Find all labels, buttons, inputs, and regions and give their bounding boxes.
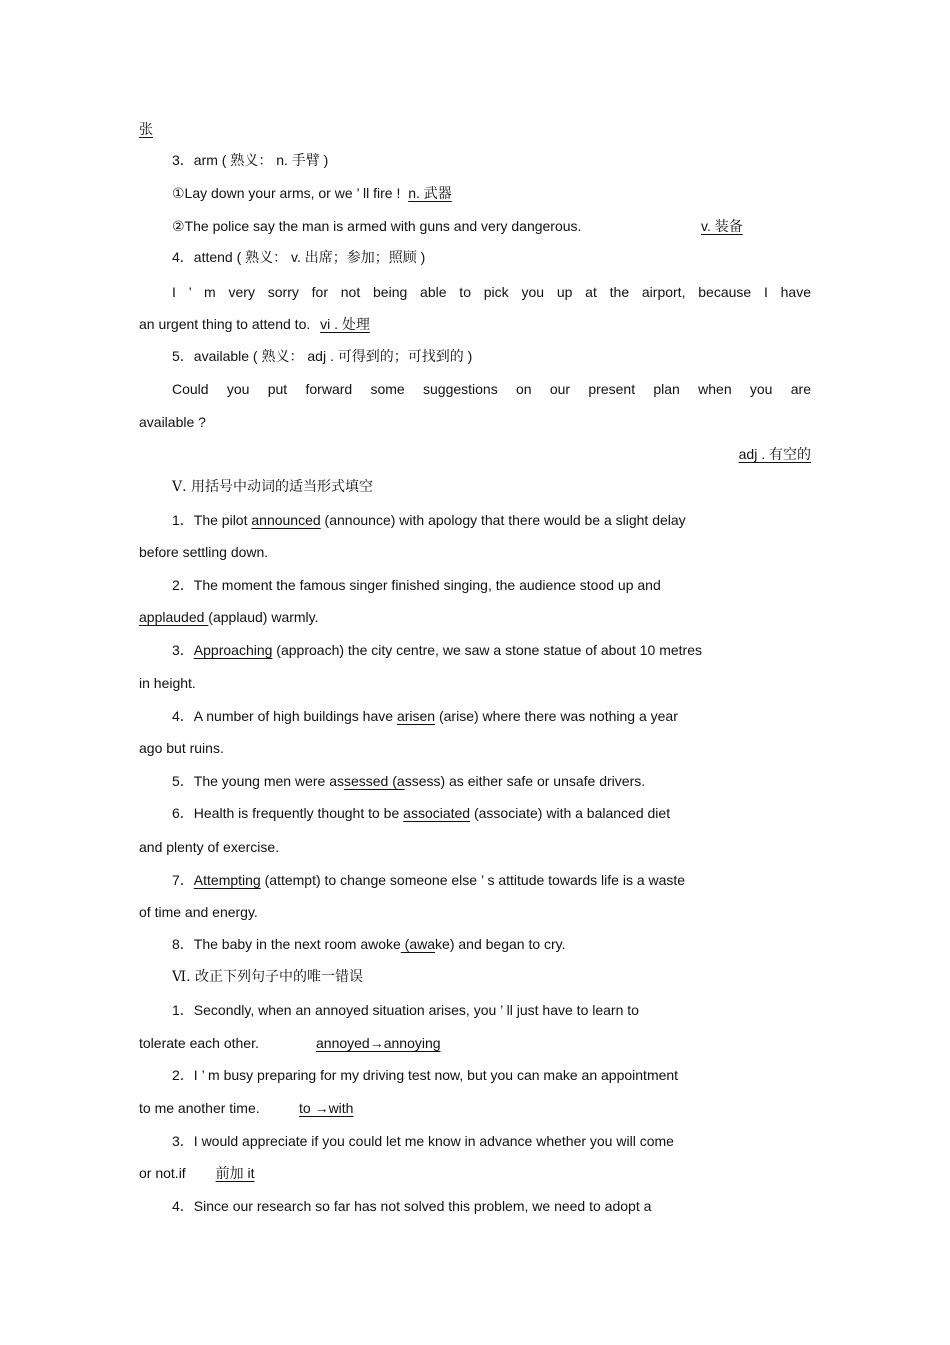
answer-text: applauded <box>139 609 209 625</box>
answer-text: announced <box>251 512 321 528</box>
text-line <box>139 120 811 138</box>
example-sentence: available ? <box>139 414 206 430</box>
answer-text: v. 装备 <box>701 218 743 234</box>
exercise-item: 8．The baby in the next room awoke (awake) and began to cry. <box>172 936 566 952</box>
answer-text: Approaching <box>193 642 273 658</box>
exercise-item: 2．The moment the famous singer finished singing, the audience stood up and <box>172 577 661 593</box>
example-sentence: ①Lay down your arms, or we ’ ll fire ! n. 武器 <box>172 185 452 201</box>
exercise-item: applauded (applaud) warmly. <box>139 609 319 625</box>
exercise-item: 3．Approaching (approach) the city centre, we saw a stone statue of about 10 metres <box>172 642 702 658</box>
answer-text: arisen <box>396 708 436 724</box>
example-sentence: Could you put forward some suggestions on our present plan when you are <box>172 381 811 397</box>
answer-text: adj . 有空的 <box>738 446 811 462</box>
example-sentence: I ’ m very sorry for not being able to pick you up at the airport, because I have <box>172 284 811 300</box>
exercise-item: 2．I ’ m busy preparing for my driving test now, but you can make an appointment <box>172 1067 679 1083</box>
answer-text: n. 武器 <box>408 185 452 201</box>
exercise-item: tolerate each other. annoyed→annoying <box>139 1035 441 1051</box>
exercise-item: before settling down. <box>139 544 269 560</box>
exercise-item: 5．The young men were assessed (assess) as either safe or unsafe drivers. <box>172 773 646 789</box>
exercise-item: 6．Health is frequently thought to be associated (associate) with a balanced diet <box>172 805 671 821</box>
answer-text: sessed (a <box>343 773 405 789</box>
exercise-item: to me another time. to →with <box>139 1100 354 1116</box>
exercise-item: ago but ruins. <box>139 740 224 756</box>
answer-text: vi . 处理 <box>320 316 370 332</box>
exercise-item: 4．Since our research so far has not solved this problem, we need to adopt a <box>172 1198 652 1214</box>
exercise-item: in height. <box>139 675 196 691</box>
example-sentence: ②The police say the man is armed with guns and very dangerous. v. 装备 <box>172 218 743 234</box>
exercise-item: 1．The pilot announced (announce) with apology that there would be a slight delay <box>172 512 686 528</box>
exercise-item: and plenty of exercise. <box>139 839 280 855</box>
answer-line <box>139 445 811 463</box>
exercise-item: 1．Secondly, when an annoyed situation arises, you ’ ll just have to learn to <box>172 1002 639 1018</box>
example-sentence: an urgent thing to attend to. vi . 处理 <box>139 316 370 332</box>
answer-text: associated <box>403 805 471 821</box>
answer-text: (awa <box>400 936 436 952</box>
section-heading: Ⅵ. 改正下列句子中的唯一错误 <box>172 969 363 985</box>
answer-text: 前加 it <box>215 1165 255 1181</box>
answer-text: Attempting <box>193 872 261 888</box>
vocab-heading: 3．arm ( 熟义： n. 手臂 ) <box>172 152 329 168</box>
section-heading: Ⅴ. 用括号中动词的适当形式填空 <box>172 479 374 495</box>
exercise-item: or not.if 前加 it <box>139 1164 811 1182</box>
exercise-item: 4．A number of high buildings have arisen (arise) where there was nothing a year <box>172 708 678 724</box>
vocab-heading: 5．available ( 熟义： adj . 可得到的；可找到的 ) <box>172 348 473 364</box>
answer-text: annoyed→annoying <box>316 1035 441 1051</box>
exercise-item: 3．I would appreciate if you could let me know in advance whether you will come <box>172 1133 674 1149</box>
exercise-item: 7．Attempting (attempt) to change someone else ’ s attitude towards life is a waste <box>172 872 686 888</box>
answer-text: 张 <box>139 121 153 137</box>
vocab-heading: 4．attend ( 熟义： v. 出席；参加；照顾 ) <box>172 249 426 265</box>
answer-text: to →with <box>299 1100 354 1116</box>
exercise-item: of time and energy. <box>139 904 258 920</box>
